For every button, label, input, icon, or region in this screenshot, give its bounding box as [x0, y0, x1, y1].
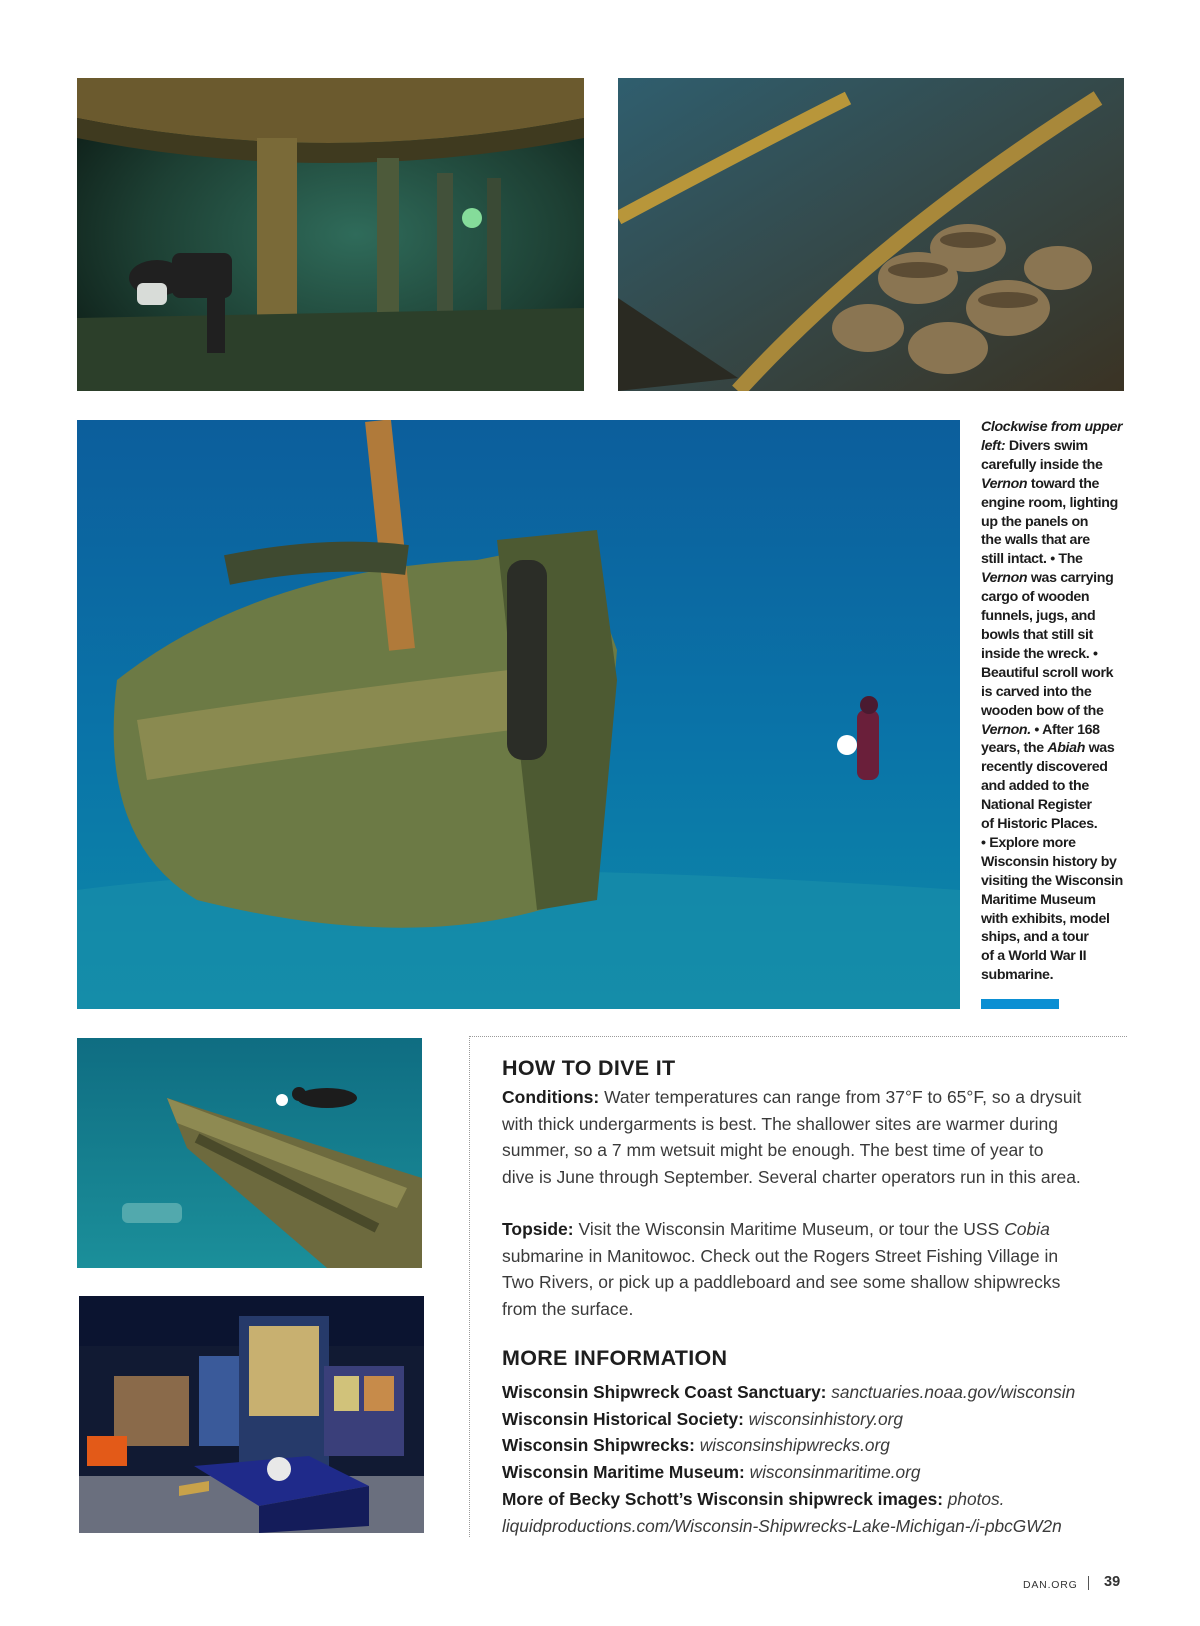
topside-paragraph: Topside: Visit the Wisconsin Maritime Museum, or tour the USS Cobia submarine in Manitowoc. Check out the Rogers Street Fishing Village in Two Rivers, or pick up a paddleboard and see some shallow shipwrecks from the surface. [502, 1219, 1061, 1319]
info-link-shipwrecks[interactable]: Wisconsin Shipwrecks: wisconsinshipwrecks.org [502, 1435, 890, 1456]
photo-museum [79, 1296, 424, 1533]
photo-abiah [77, 1038, 422, 1268]
more-information-heading: MORE INFORMATION [502, 1346, 728, 1370]
photo-caption: Clockwise from upper left: Divers swim carefully inside the Vernon toward the engine room, lighting up the panels on the walls that are still intact. • The Vernon was carrying cargo of wooden funnels, jugs, and bowls that still sit inside the wreck. • Beautiful scroll work is carved into the wooden bow of the Vernon. • After 168 years, the Abiah was recently discovered and added to the National Register of Historic Places. • Explore more Wisconsin history by visiting the Wisconsin Maritime Museum with exhibits, model ships, and a tour of a World War II submarine. [981, 419, 1123, 984]
info-link-maritime-museum[interactable]: Wisconsin Maritime Museum: wisconsinmaritime.org [502, 1462, 921, 1483]
info-link-schott-images[interactable]: More of Becky Schott’s Wisconsin shipwreck images: photos. [502, 1488, 1005, 1509]
photo-vernon-bow [77, 420, 960, 1009]
page-footer [1023, 1574, 1123, 1594]
photo-vernon-interior [77, 78, 584, 391]
info-link-sanctuary[interactable]: Wisconsin Shipwreck Coast Sanctuary: sanctuaries.noaa.gov/wisconsin [502, 1382, 1076, 1402]
topside-label: Topside: [502, 1219, 574, 1239]
page-number: 39 [1104, 1574, 1121, 1590]
how-to-dive-heading: HOW TO DIVE IT [502, 1056, 676, 1080]
caption-accent-bar [981, 999, 1059, 1009]
footer-divider [1088, 1576, 1089, 1590]
photo-vernon-cargo [618, 78, 1124, 391]
info-link-historical-society[interactable]: Wisconsin Historical Society: wisconsinhistory.org [502, 1408, 903, 1429]
more-information-list [502, 1379, 1142, 1539]
conditions-label: Conditions: [502, 1087, 600, 1107]
footer-site: DAN.ORG [1023, 1579, 1078, 1591]
info-link-schott-images-url[interactable]: liquidproductions.com/Wisconsin-Shipwrecks-Lake-Michigan-/i-pbcGW2n [502, 1515, 1062, 1536]
conditions-paragraph: Conditions: Water temperatures can range from 37°F to 65°F, so a drysuit with thick undergarments is best. The shallower sites are warmer during summer, so a 7 mm wetsuit might be enough. The best time of year to dive is June through September. Several charter operators run in this area. [502, 1087, 1082, 1187]
